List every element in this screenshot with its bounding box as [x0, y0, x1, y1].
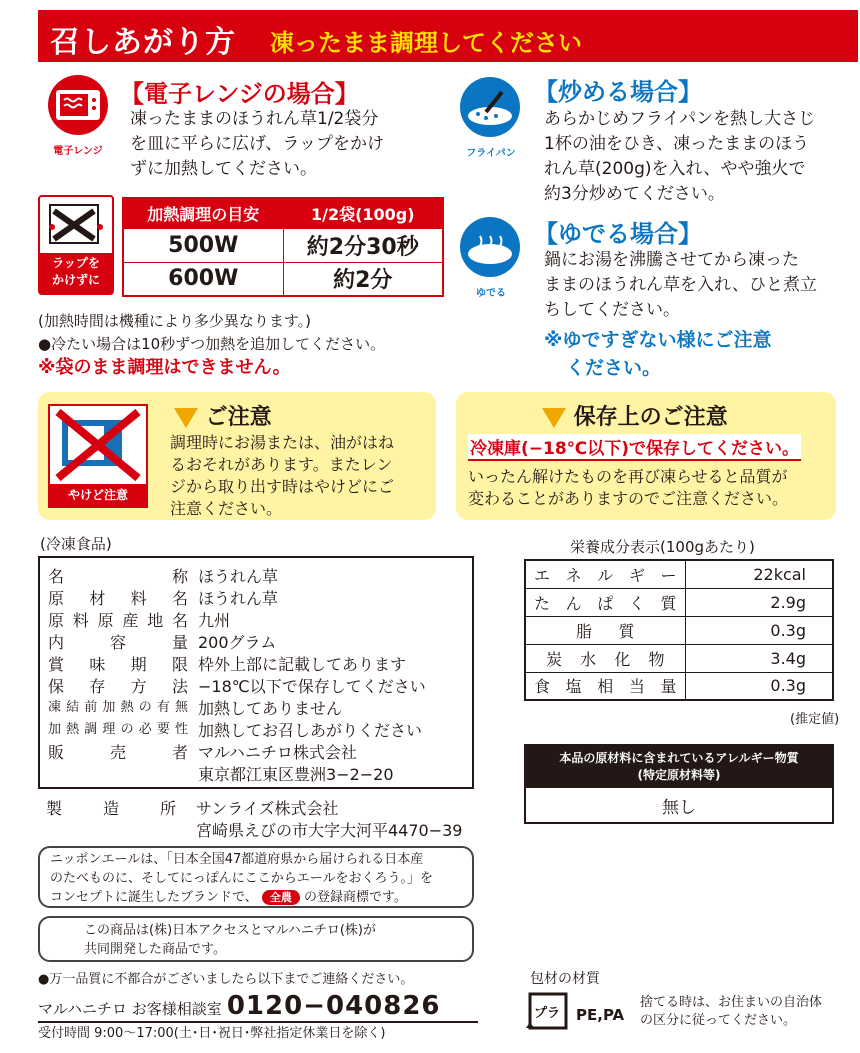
info-row — [48, 740, 357, 763]
business-hours: 受付時間 9:00〜17:00(土･日･祝日･弊社指定休業日を除く) — [38, 1021, 478, 1043]
info-row — [48, 586, 279, 609]
info-value: マルハニチロ株式会社 — [198, 743, 357, 762]
boiling-line: ちしてください。 — [544, 300, 680, 320]
no-wrap-label-line: ラップを — [52, 256, 100, 270]
header-title: 召しあがり方 — [50, 25, 236, 60]
table-header: 1/2袋(100g) — [283, 198, 443, 228]
info-value: 九州 — [198, 611, 231, 630]
info-key: 加熱調理の必要性 — [48, 722, 188, 737]
nutrient-value: 3.4g — [685, 644, 833, 672]
caution2-line: いったん解けたものを再び凍らせると品質が — [468, 467, 788, 486]
nutrient-name: たんぱく質 — [525, 588, 685, 616]
info-value: ほうれん草 — [198, 567, 279, 586]
nutrient-name: エネルギー — [525, 560, 685, 588]
microwave-line: 凍ったままのほうれん草1/2袋分 — [130, 109, 379, 129]
joint-text — [84, 921, 376, 959]
boiling-title: 【ゆでる場合】 — [534, 220, 702, 248]
boiling-pot-icon — [456, 216, 526, 299]
pla-mark-text: プラ — [534, 1006, 561, 1021]
caution1-line: 調理時にお湯または、油がはね — [170, 433, 395, 452]
disposal-note — [640, 994, 822, 1030]
table-row — [525, 560, 833, 588]
frying-title: 【炒める場合】 — [534, 78, 702, 106]
caution1-title: ご注意 — [205, 405, 272, 430]
frying-line: 約3分炒めてください。 — [544, 184, 725, 204]
info-key: 原料原産地名 — [48, 611, 188, 630]
nutrient-value: 2.9g — [685, 588, 833, 616]
caution1-line: 注意ください。 — [170, 499, 283, 518]
wattage-cell: 600W — [123, 262, 283, 296]
storage-temperature-notice: 冷凍庫(−18℃以下)で保存してください。 — [468, 434, 801, 461]
info-value: −18℃以下で保存してください — [198, 677, 426, 696]
frying-pan-icon — [456, 76, 526, 159]
caution1-text — [170, 432, 394, 520]
boiling-warning — [544, 326, 771, 382]
allergy-value: 無し — [662, 798, 696, 818]
heating-notes — [38, 310, 385, 379]
caution1-line: ジから取り出す時はやけどにご — [170, 477, 395, 496]
warning-icon — [174, 408, 198, 428]
microwave-title: 【電子レンジの場合】 — [120, 80, 359, 108]
nutrient-value: 22kcal — [685, 560, 833, 588]
nippon-yell-line: コンセプトに誕生したブランドで、 — [50, 890, 258, 905]
packaging-material-code: PE,PA — [576, 1006, 625, 1024]
info-value: 加熱してありません — [198, 699, 343, 718]
storage-caution-box — [456, 392, 836, 520]
time-cell: 約2分 — [283, 262, 443, 296]
disposal-note-line: 捨てる時は、お住まいの自治体 — [640, 995, 823, 1010]
manufacturer-name: サンライズ株式会社 — [196, 799, 339, 818]
table-row — [123, 262, 443, 296]
info-row — [48, 674, 426, 697]
info-row — [48, 630, 277, 653]
burn-icon-label: やけど注意 — [50, 484, 146, 506]
nutrient-name: 炭水化物 — [525, 644, 685, 672]
product-info-table — [38, 556, 474, 789]
nippon-yell-line: ニッポンエールは、「日本全国47都道府県から届けられる日本産 — [50, 852, 424, 867]
no-wrap-label-line: かけずに — [51, 273, 100, 287]
customer-desk-label: マルハニチロ お客様相談室 — [38, 1000, 222, 1018]
nippon-yell-line: の登録商標です。 — [304, 890, 407, 905]
manufacturer-key: 製造所 — [46, 799, 176, 818]
info-value: 枠外上部に記載してあります — [198, 655, 407, 674]
joint-line: この商品は(株)日本アクセスとマルハニチロ(株)が — [84, 923, 376, 938]
allergy-heading-line: 本品の原材料に含まれているアレルギー物質 — [559, 751, 799, 765]
estimated-value-note: (推定値) — [790, 712, 840, 727]
microwave-line: を皿に平らに広げ、ラップをかけ — [130, 134, 384, 154]
manufacturer-address: 宮崎県えびの市大字大河平4470−39 — [196, 821, 463, 840]
info-key: 賞味期限 — [48, 655, 188, 674]
nippon-yell-box — [38, 846, 474, 908]
table-row — [525, 672, 833, 700]
info-key: 販売者 — [48, 743, 188, 762]
joint-development-box — [38, 916, 474, 962]
info-value: 加熱してお召しあがりください — [198, 721, 423, 740]
header-banner — [38, 10, 858, 62]
allergy-box — [524, 744, 834, 824]
zennoh-logo: 全農 — [262, 890, 300, 905]
info-row — [48, 564, 279, 587]
contact-info — [38, 970, 478, 1050]
note-line: (加熱時間は機種により多少異なります。) — [38, 312, 312, 330]
time-cell: 約2分30秒 — [283, 228, 443, 262]
nutrient-name: 食塩相当量 — [525, 672, 685, 700]
boiling-line: ままのほうれん草を入れ、ひと煮立 — [544, 275, 818, 295]
bag-warning: ※袋のまま調理はできません。 — [38, 357, 291, 378]
info-row — [48, 608, 231, 631]
plastic-recycle-icon — [524, 990, 572, 1034]
boiling-icon-label: ゆでる — [476, 288, 506, 299]
caution2-text — [468, 466, 788, 510]
no-wrap-icon — [38, 195, 114, 295]
info-key: 名称 — [48, 567, 188, 586]
info-key: 凍結前加熱の有無 — [48, 700, 188, 715]
caution1-heading — [174, 400, 272, 431]
table-row — [525, 644, 833, 672]
info-value: ほうれん草 — [198, 589, 279, 608]
boiling-warning-line: ください。 — [566, 357, 662, 379]
nippon-yell-line: のたべものに、そしてにっぽんにここからエールをおくろう。」を — [50, 871, 433, 886]
caution2-title: 保存上のご注意 — [573, 405, 728, 430]
packaging-material-title: 包材の材質 — [530, 971, 600, 987]
customer-phone: 0120−040826 — [226, 991, 441, 1021]
boiling-warning-line: ※ゆですぎない様にご注意 — [544, 329, 772, 351]
table-row — [525, 616, 833, 644]
burn-caution-box — [38, 392, 436, 520]
table-header: 加熱調理の目安 — [123, 198, 283, 228]
boiling-instructions — [544, 248, 817, 323]
frozen-food-label: (冷凍食品) — [40, 535, 112, 553]
frying-icon-label: フライパン — [466, 148, 516, 159]
note-line: ●冷たい場合は10秒ずつ加熱を追加してください。 — [38, 335, 386, 353]
info-row — [48, 652, 407, 675]
disposal-note-line: の区分に従ってください。 — [640, 1013, 797, 1028]
nutrition-table — [524, 559, 834, 701]
warning-icon — [542, 408, 566, 428]
nutrition-title: 栄養成分表示(100gあたり) — [570, 538, 755, 556]
microwave-line: ずに加熱してください。 — [130, 159, 317, 179]
info-row — [48, 696, 343, 718]
nutrient-value: 0.3g — [685, 616, 833, 644]
seller-address: 東京都江東区豊洲3−2−20 — [198, 765, 394, 784]
nutrient-name: 脂質 — [525, 616, 685, 644]
frying-instructions — [544, 107, 815, 207]
microwave-instructions — [130, 107, 384, 182]
frying-line: れん草(200g)を入れ、やや強火で — [544, 159, 806, 179]
info-key: 内容量 — [48, 633, 188, 652]
contact-notice: ●万一品質に不都合がございましたら以下までご連絡ください。 — [38, 972, 414, 987]
joint-line: 共同開発した商品です。 — [84, 942, 226, 957]
wattage-cell: 500W — [123, 228, 283, 262]
microwave-icon — [44, 74, 112, 157]
microwave-icon-label: 電子レンジ — [53, 146, 103, 157]
nutrient-value: 0.3g — [685, 672, 833, 700]
table-row — [525, 588, 833, 616]
header-subtitle: 凍ったまま調理してください — [270, 29, 582, 57]
frying-line: あらかじめフライパンを熱し大さじ — [544, 109, 816, 129]
boiling-line: 鍋にお湯を沸騰させてから凍った — [544, 250, 799, 270]
caution1-line: るおそれがあります。またレン — [170, 455, 393, 474]
burn-warning-icon — [48, 404, 148, 508]
allergy-heading — [526, 746, 832, 788]
heating-time-table — [122, 197, 444, 297]
info-key: 保存方法 — [48, 677, 188, 696]
manufacturer-info — [46, 796, 476, 840]
frying-line: 1杯の油をひき、凍ったままのほう — [544, 134, 810, 154]
nippon-yell-text — [50, 850, 433, 907]
table-row — [123, 228, 443, 262]
info-row — [48, 718, 423, 740]
caution2-heading — [542, 400, 728, 431]
allergy-heading-line: (特定原材料等) — [637, 768, 721, 782]
caution2-line: 変わることがありますのでご注意ください。 — [468, 489, 789, 508]
info-value: 200グラム — [198, 633, 277, 652]
info-key: 原材料名 — [48, 589, 188, 608]
